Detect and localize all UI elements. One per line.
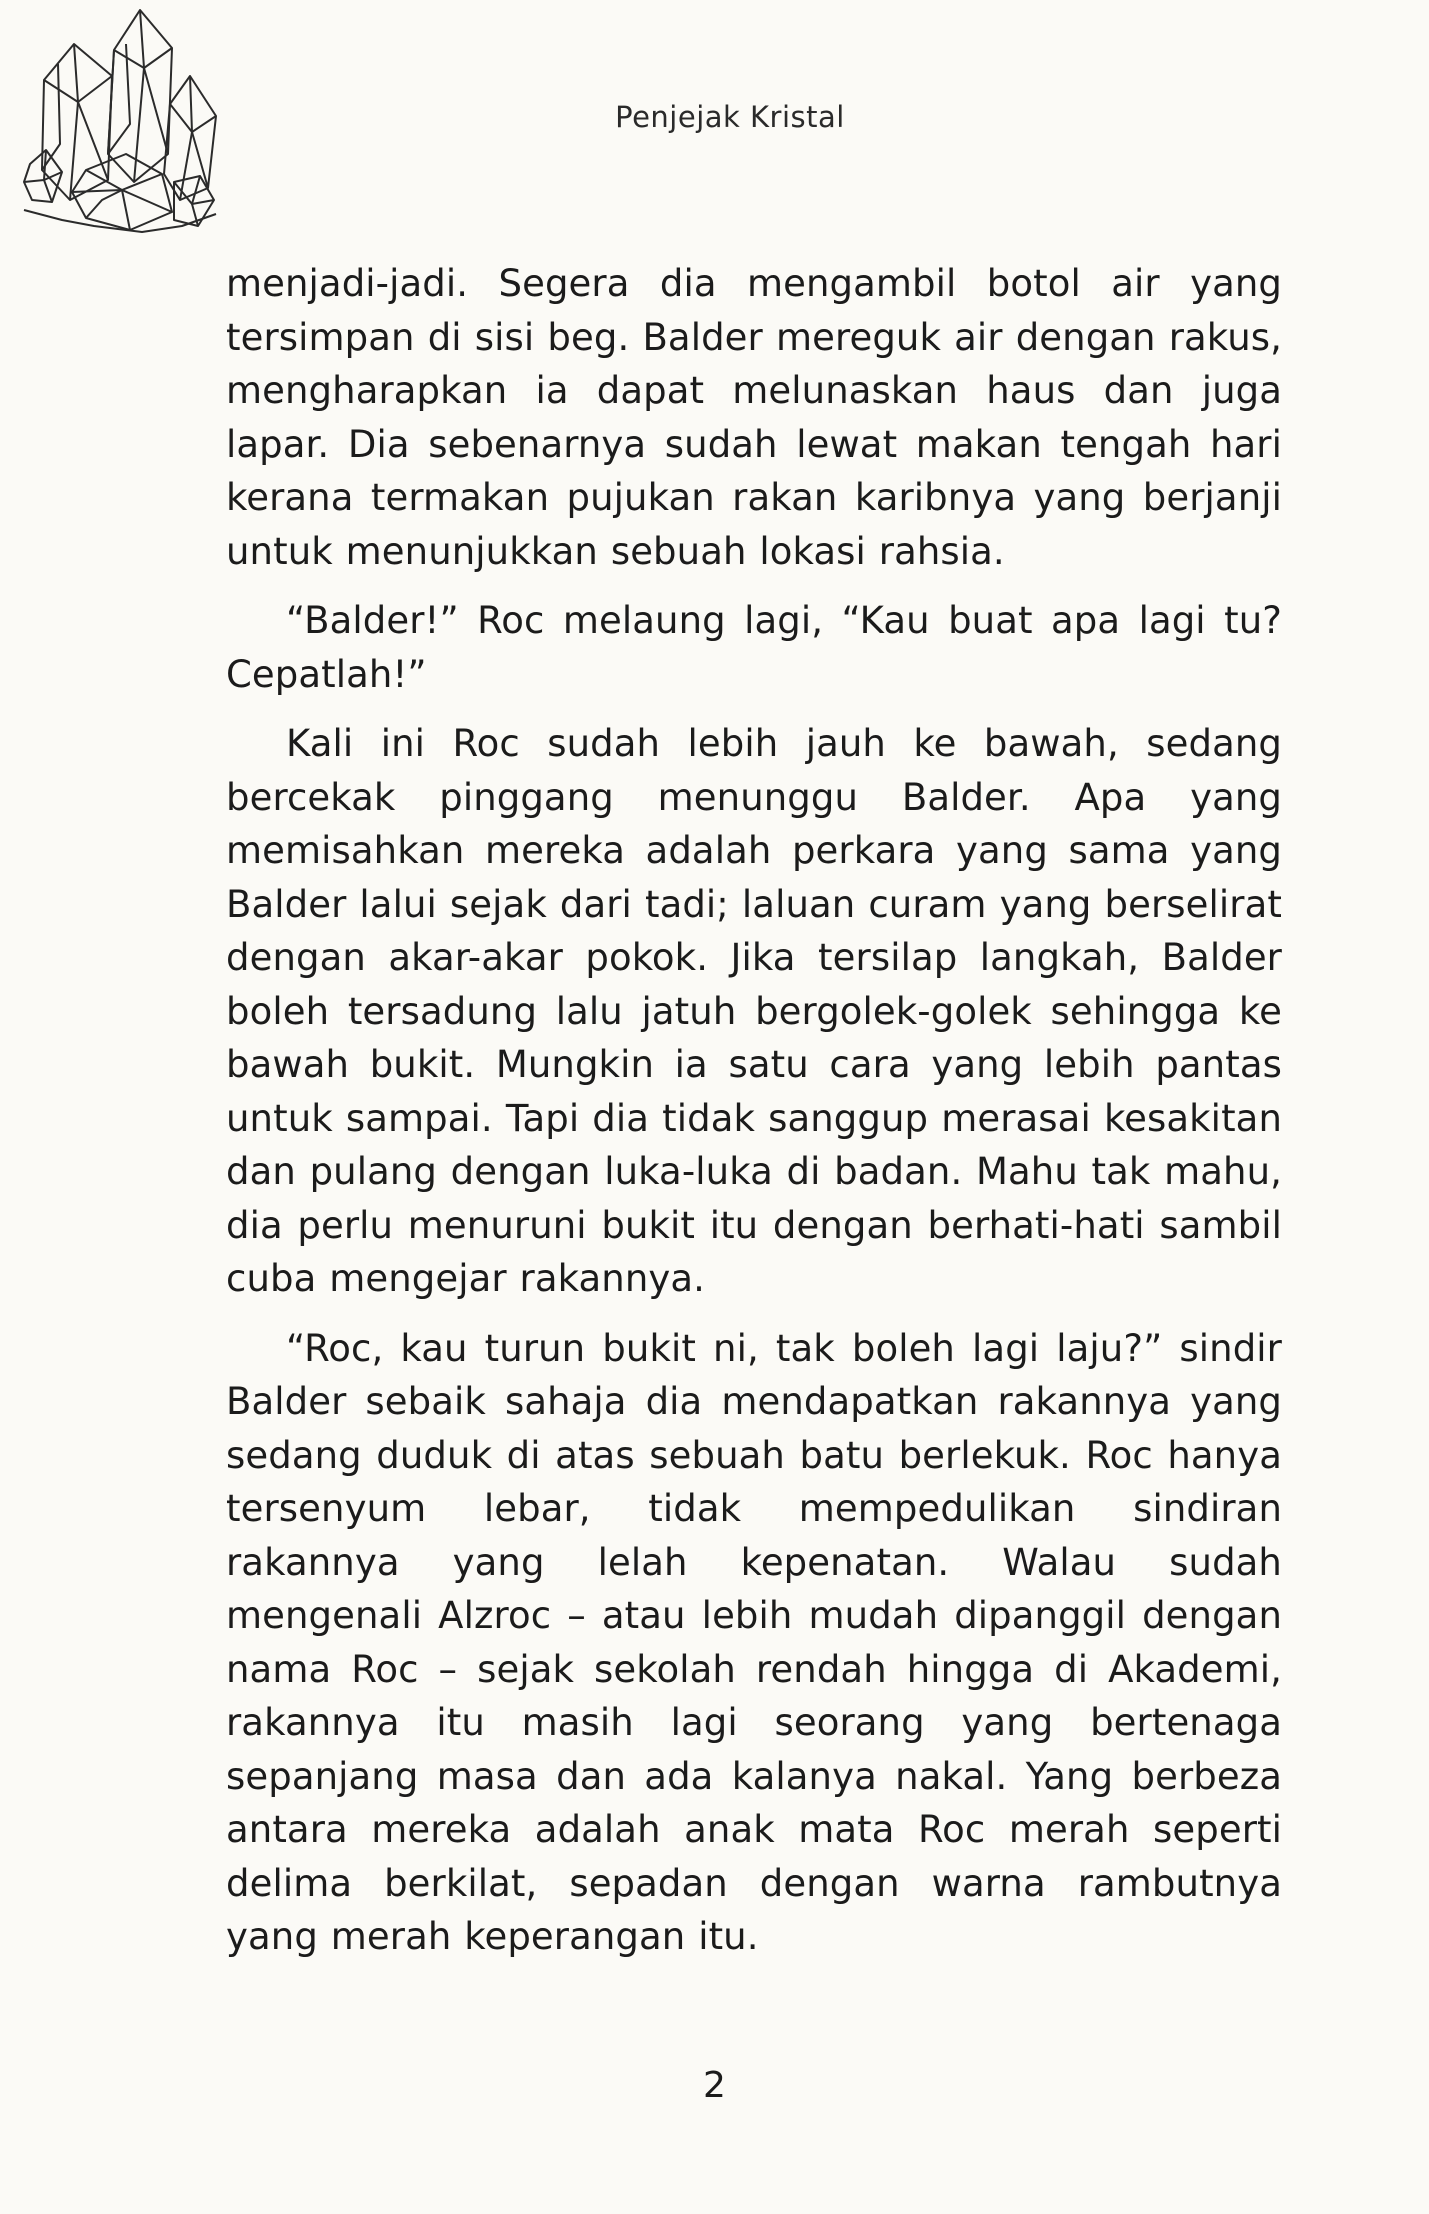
paragraph: “Roc, kau turun bukit ni, tak boleh lagi laju?” sindir Balder sebaik sahaja dia mendapatkan rakannya yang sedang duduk di atas sebuah batu berlekuk. Roc hanya tersenyum lebar, tidak mempedulikan sindiran rakannya yang lelah kepenatan. Walau sudah mengenali Alzroc – atau lebih mudah dipanggil dengan nama Roc – sejak sekolah rendah hingga di Akademi, rakannya itu masih lagi seorang yang bertenaga sepanjang masa dan ada kalanya nakal. Yang berbeza antara mereka adalah anak mata Roc merah seperti delima berkilat, sepadan dengan warna rambutnya yang merah keperangan itu. <box>226 1326 1282 1958</box>
running-header: Penjejak Kristal <box>615 100 845 134</box>
crystal-cluster-icon <box>22 4 218 236</box>
page-number: 2 <box>703 2065 726 2106</box>
paragraph: “Balder!” Roc melaung lagi, “Kau buat apa lagi tu? Cepatlah!” <box>226 599 1282 696</box>
paragraph: menjadi-jadi. Segera dia mengambil botol air yang tersimpan di sisi beg. Balder mereguk air dengan rakus, mengharapkan ia dapat melunaskan haus dan juga lapar. Dia sebenarnya sudah lewat makan tengah hari kerana termakan pujukan rakan karibnya yang berjanji untuk menunjukkan sebuah lokasi rahsia. <box>226 262 1282 573</box>
paragraph: Kali ini Roc sudah lebih jauh ke bawah, sedang bercekak pinggang menunggu Balder. Apa yang memisahkan mereka adalah perkara yang sama yang Balder lalui sejak dari tadi; laluan curam yang berselirat dengan akar-akar pokok. Jika tersilap langkah, Balder boleh tersadung lalu jatuh bergolek-golek sehingga ke bawah bukit. Mungkin ia satu cara yang lebih pantas untuk sampai. Tapi dia tidak sanggup merasai kesakitan dan pulang dengan luka-luka di badan. Mahu tak mahu, dia perlu menuruni bukit itu dengan berhati-hati sambil cuba mengejar rakannya. <box>226 722 1282 1300</box>
body-text <box>226 257 1282 1964</box>
